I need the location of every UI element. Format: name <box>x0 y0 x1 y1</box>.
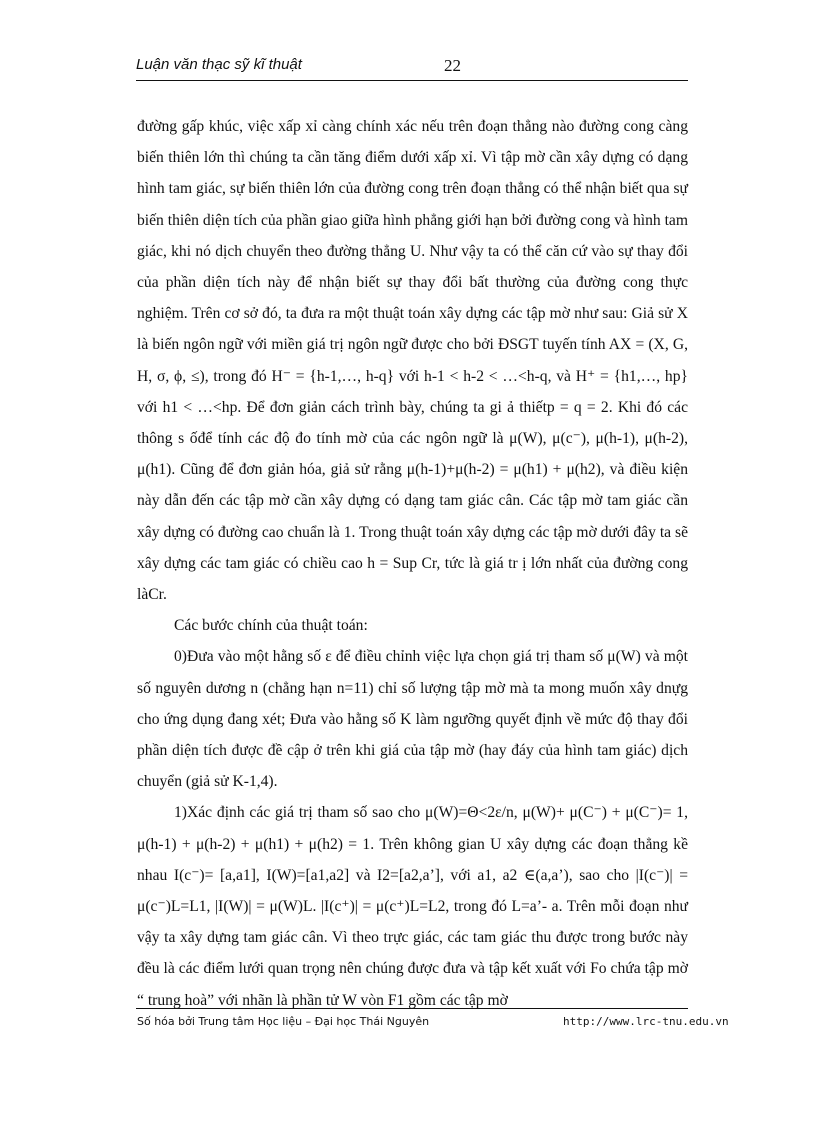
page-number: 22 <box>444 56 461 75</box>
paragraph-2: Các bước chính của thuật toán: <box>174 617 368 635</box>
paragraph-3: 0)Đưa vào một hằng số ε để điều chỉnh việc lựa chọn giá trị tham số μ(W) và một số nguyên dương n (chẳng hạn n=11) chỉ số lượng tập mờ mà ta mong muốn xây dnựg cho ứng dụng đang xét; Đưa vào hằng số K làm ngưỡng quyết định về mức độ thay đổi phần diện tích được đề cập ở trên khi giá của tập mờ (hay đáy của hình tam giác) dịch chuyển (giả sử K-1,4). <box>137 648 688 791</box>
paragraph-1: đường gấp khúc, việc xấp xỉ càng chính xác nếu trên đoạn thẳng nào đường cong càng biến thiên lớn thì chúng ta cần tăng điểm dưới xấp xỉ. Vì tập mờ cần xây dựng có dạng hình tam giác, sự biến thiên lớn của đường cong trên đoạn thẳng có thể nhận biết qua sự biến thiên diện tích của phần giao giữa hình phẳng giới hạn bởi đường cong và hình tam giác, khi nó dịch chuyển theo đường thẳng U. Như vậy ta có thể căn cứ vào sự thay đổi của phần diện tích này để nhận biết sự thay đổi bất thường của đường cong thực nghiệm. Trên cơ sở đó, ta đưa ra một thuật toán xây dựng các tập mờ như sau: Giả sử X là biến ngôn ngữ với miền giá trị ngôn ngữ được cho bởi ĐSGT tuyến tính AX = (X, G, H, σ, ϕ, ≤), trong đó H⁻ = {h-1,…, h-q} với h-1 < h-2 < …<h-q, và H⁺ = {h1,…, hp} với h1 < …<hp. Để đơn giản cách trình bày, chúng ta gi ả thiếtp = q = 2. Khi đó các thông s ốđể tính các độ đo tính mờ của các ngôn ngữ là μ(W), μ(c⁻), μ(h-1), μ(h-2), μ(h1). Cũng để đơn giản hóa, giả sử rằng μ(h-1)+μ(h-2) = μ(h1) + μ(h2), và điều kiện này dẫn đến các tập mờ cần xây dựng có dạng tam giác cân. Các tập mờ tam giác cần xây dựng có đường cao chuẩn là 1. Trong thuật toán xây dựng các tập mờ dưới đây ta sẽ xây dựng các tam giác có chiều cao h = Sup Cr, tức là giá tr ị lớn nhất của đường cong làCr. <box>137 118 688 604</box>
footer-divider <box>136 1008 688 1009</box>
paragraph-4: 1)Xác định các giá trị tham số sao cho μ(W)=Θ<2ε/n, μ(W)+ μ(C⁻) + μ(C⁻)= 1, μ(h-1) + μ(h-2) + μ(h1) + μ(h2) = 1. Trên không gian U xây dựng các đoạn thẳng kề nhau I(c⁻)= [a,a1], I(W)=[a1,a2] và I2=[a2,a’], với a1, a2 ∈(a,a’), sao cho |I(c⁻)| = μ(c⁻)L=L1, |I(W)| = μ(W)L. |I(c⁺)| = μ(c⁺)L=L2, trong đó L=a’- a. Trên mỗi đoạn như vậy ta xây dựng tam giác cân. Vì theo trực giác, các tam giác thu được trong bước này đều là các điểm lưới quan trọng nên chúng được đưa và tập kết xuất với Fo chứa tập mờ “ trung hoà” với nhãn là phần tử W vòn F1 gồm các tập mờ <box>137 804 688 1009</box>
footer-source: Số hóa bởi Trung tâm Học liệu – Đại học Thái Nguyên <box>137 1015 430 1028</box>
body-text <box>137 111 688 1016</box>
footer-url[interactable]: http://www.lrc-tnu.edu.vn <box>563 1015 729 1028</box>
running-header-title: Luận văn thạc sỹ kĩ thuật <box>136 56 302 73</box>
header-divider <box>136 80 688 81</box>
